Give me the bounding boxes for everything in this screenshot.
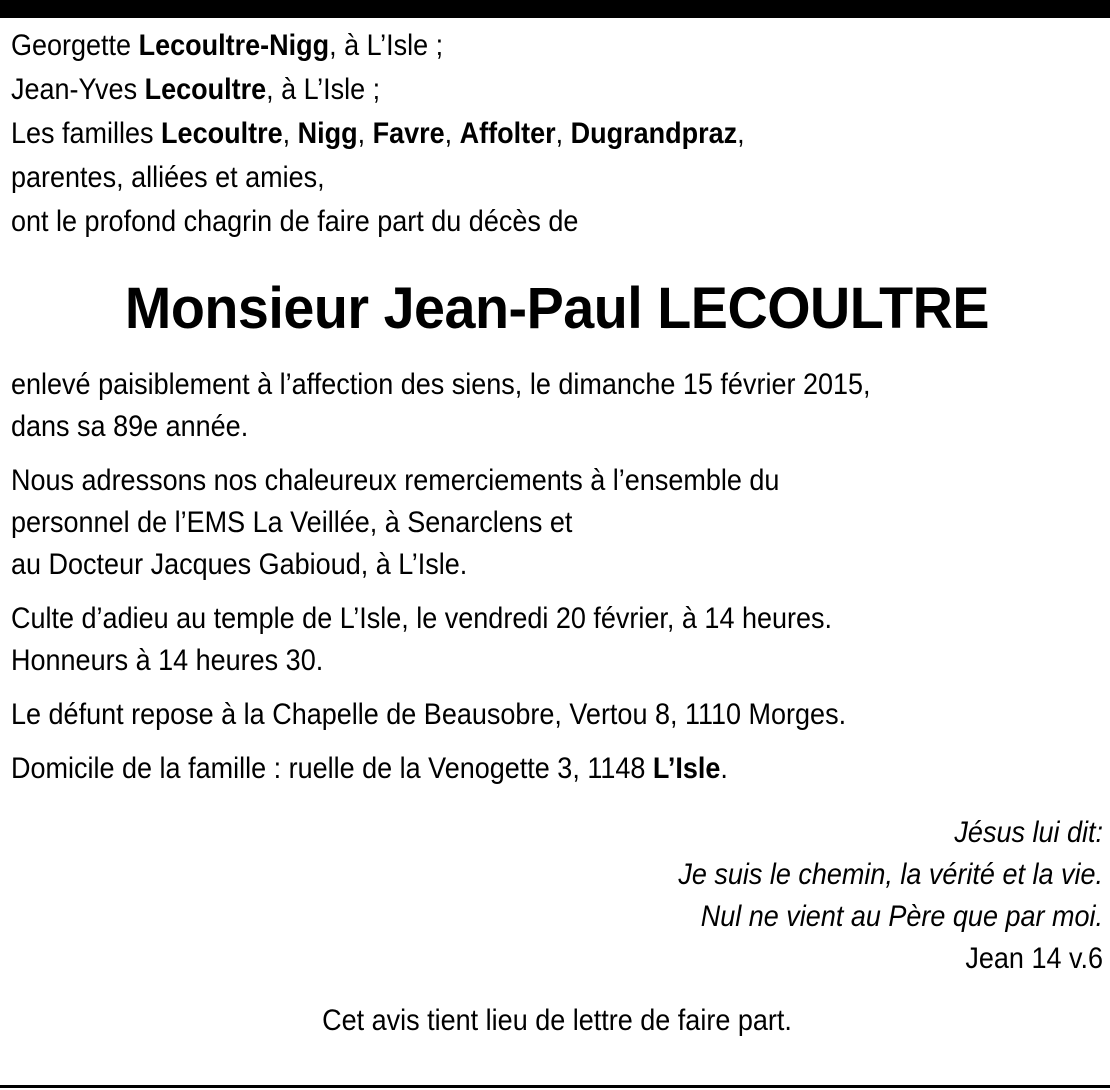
family-name-dugrandpraz: Dugrandpraz bbox=[570, 117, 738, 150]
relatives-line: parentes, alliées et amies, bbox=[11, 161, 325, 194]
obituary-notice bbox=[11, 24, 1103, 1042]
verse-reference: Jean 14 v.6 bbox=[965, 942, 1103, 975]
passing-paragraph: enlevé paisiblement à l’affection des siens, le dimanche 15 février 2015, dans sa 89e année. bbox=[11, 368, 871, 443]
family-name-favre: Favre bbox=[372, 117, 445, 150]
repose-paragraph: Le défunt repose à la Chapelle de Beausobre, Vertou 8, 1110 Morges. bbox=[11, 698, 847, 731]
family-announcement bbox=[11, 24, 1103, 244]
service-paragraph: Culte d’adieu au temple de L’Isle, le vendredi 20 février, à 14 heures. Honneurs à 14 heures 30. bbox=[11, 602, 833, 677]
family-surname: Lecoultre-Nigg bbox=[138, 29, 330, 62]
bottom-rule bbox=[0, 1085, 1110, 1088]
domicile-town: L’Isle bbox=[652, 752, 721, 785]
family-surname: Lecoultre bbox=[144, 73, 267, 106]
bible-verse: Jésus lui dit: Je suis le chemin, la vérité et la vie. Nul ne vient au Père que par moi. Jean 14 v.6 bbox=[11, 812, 1103, 980]
family-line-georgette: Georgette Lecoultre-Nigg, à L’Isle ; bbox=[11, 29, 444, 62]
deceased-name: Monsieur Jean-Paul LECOULTRE bbox=[124, 276, 990, 341]
families-line: Les familles Lecoultre, Nigg, Favre, Affolter, Dugrandpraz, bbox=[11, 117, 745, 150]
top-rule bbox=[0, 0, 1110, 18]
family-line-jean-yves: Jean-Yves Lecoultre, à L’Isle ; bbox=[11, 73, 381, 106]
thanks-paragraph: Nous adressons nos chaleureux remerciements à l’ensemble du personnel de l’EMS La Veillée, à Senarclens et au Docteur Jacques Gabioud, à L’Isle. bbox=[11, 464, 780, 581]
announcement-line: ont le profond chagrin de faire part du décès de bbox=[11, 205, 579, 238]
closing-note: Cet avis tient lieu de lettre de faire part. bbox=[322, 1004, 792, 1037]
family-name-nigg: Nigg bbox=[297, 117, 358, 150]
domicile-paragraph: Domicile de la famille : ruelle de la Venogette 3, 1148 L’Isle. bbox=[11, 752, 728, 785]
family-name-affolter: Affolter bbox=[459, 117, 556, 150]
family-name-lecoultre: Lecoultre bbox=[161, 117, 283, 150]
